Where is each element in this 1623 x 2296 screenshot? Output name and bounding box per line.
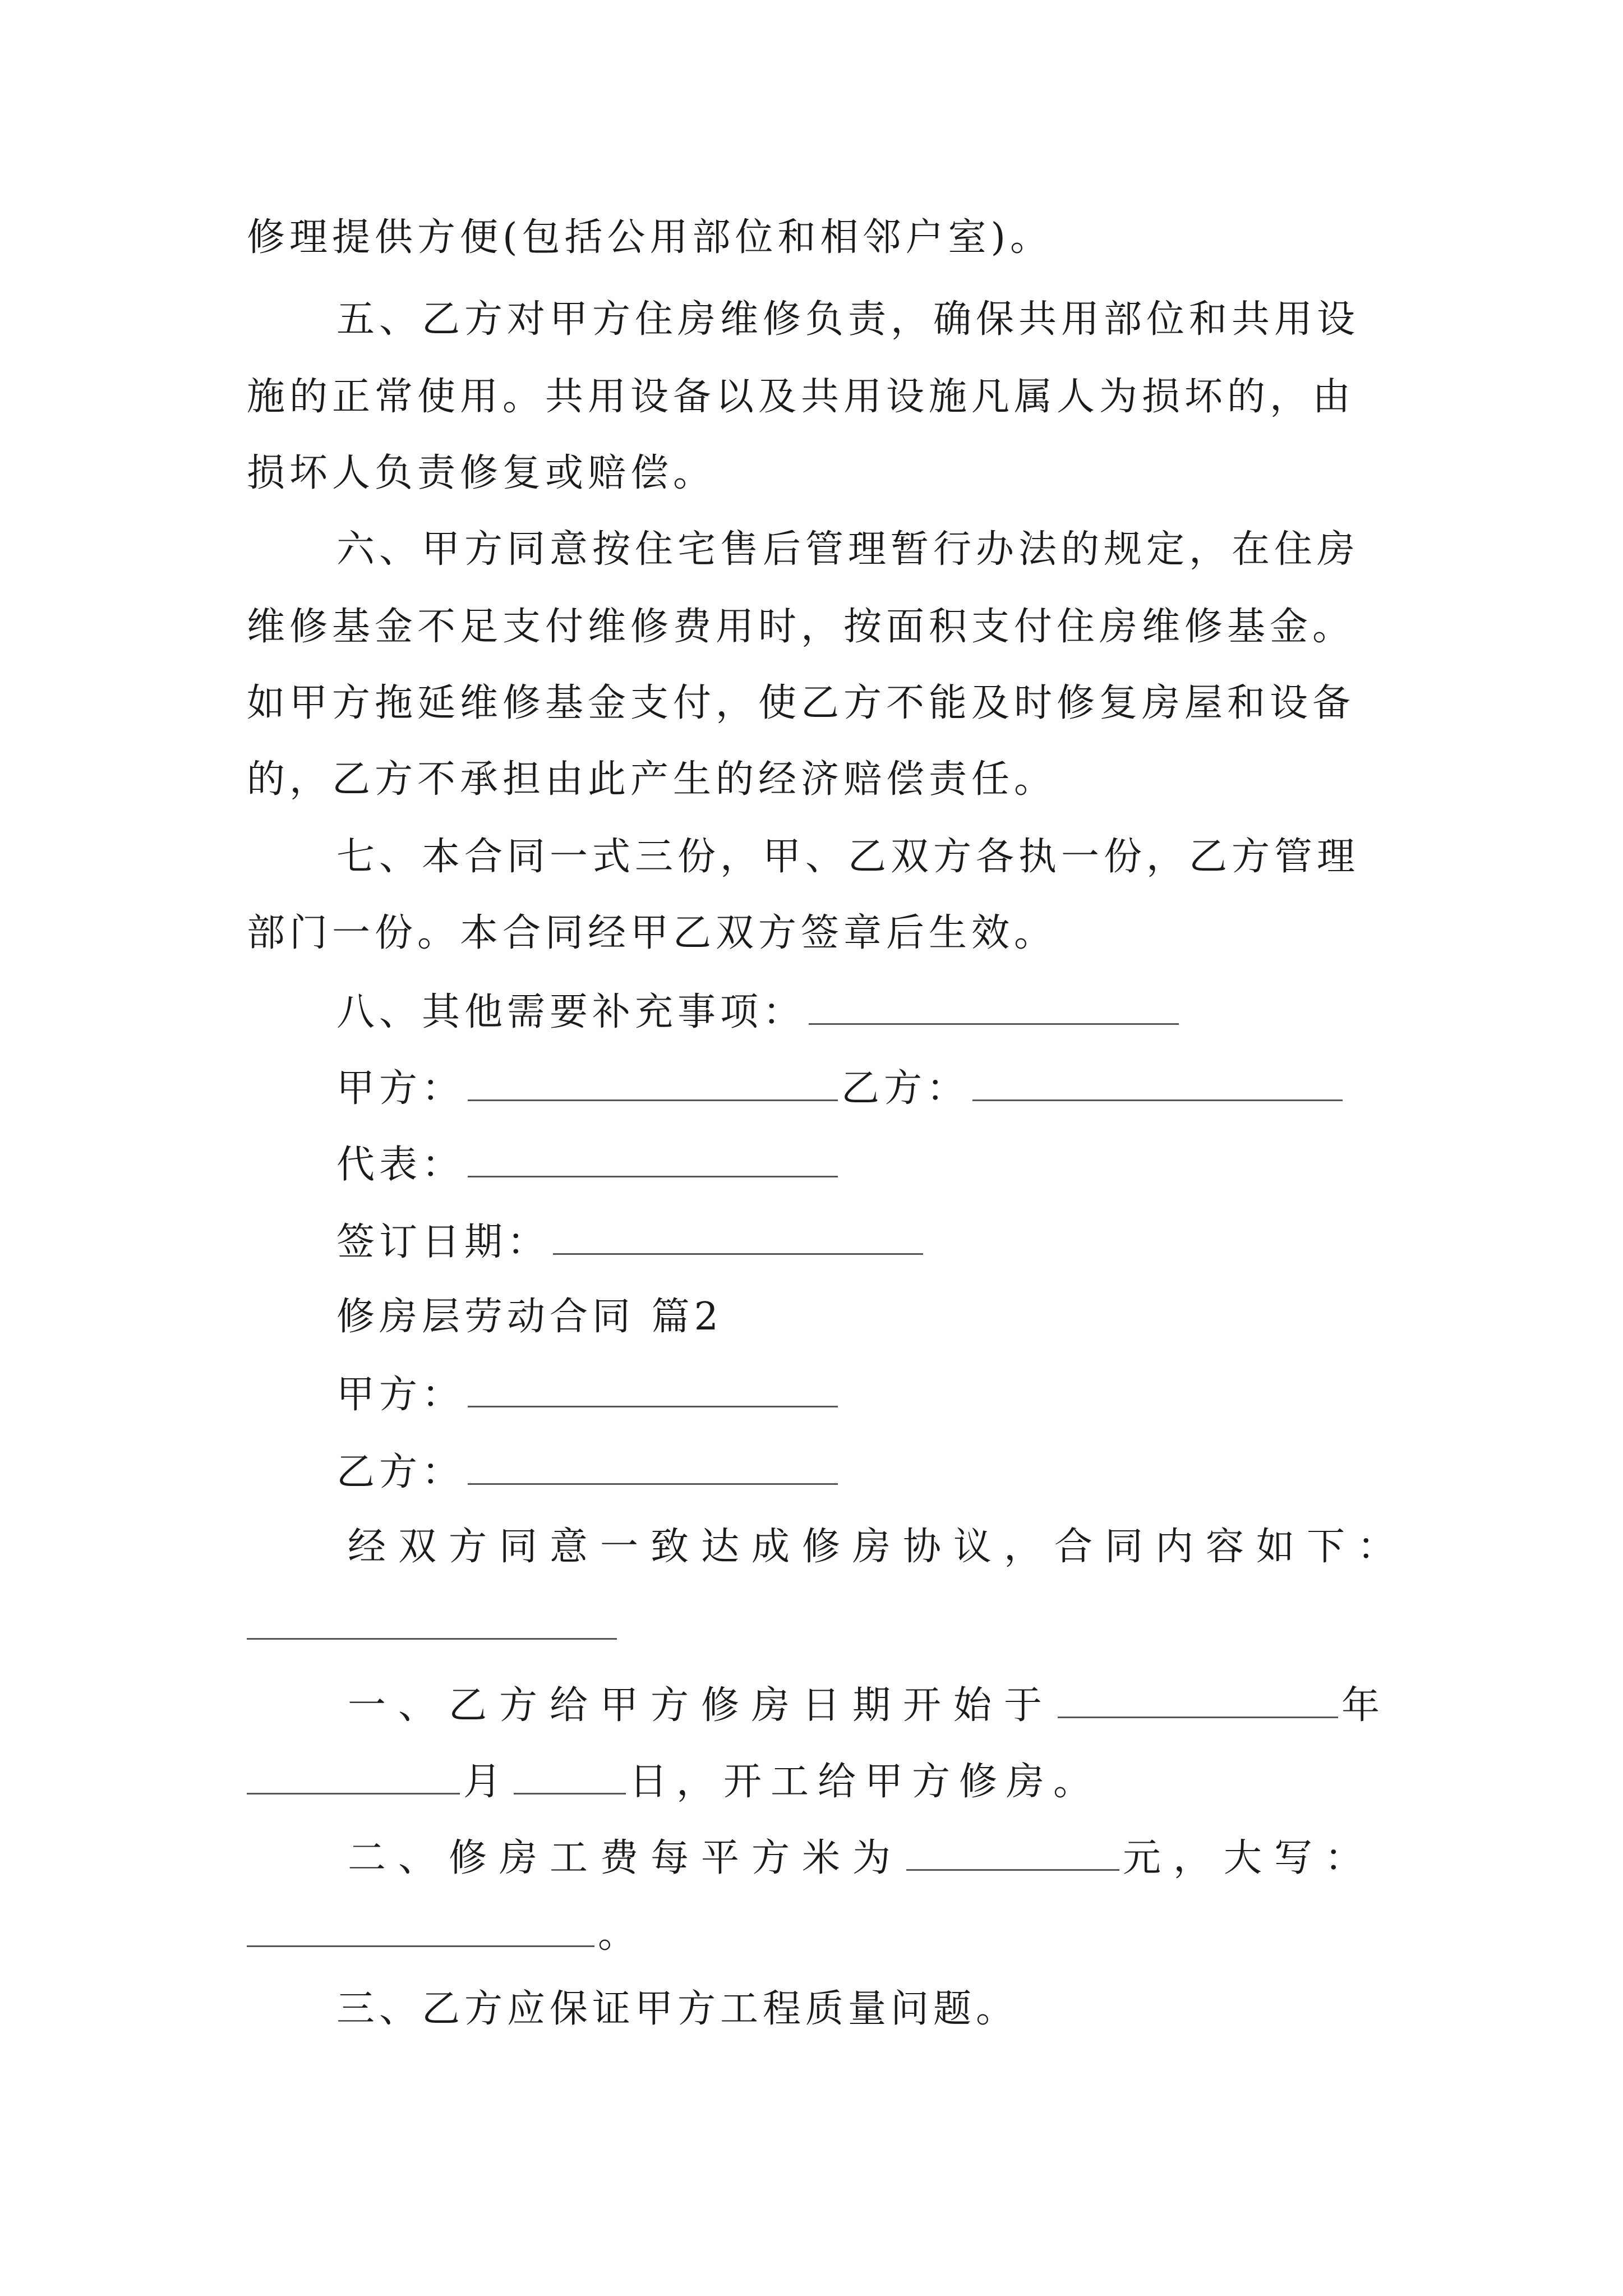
sign-date-line	[336, 1218, 926, 1265]
start-year-blank[interactable]	[1058, 1682, 1338, 1718]
item-2-end: 。	[598, 1912, 641, 1957]
clause-8-label: 八、其他需要补充事项：	[336, 990, 806, 1034]
representative-line	[336, 1141, 841, 1188]
year-label: 年	[1341, 1683, 1393, 1728]
item-1-label: 一、乙方给甲方修房日期开始于	[348, 1683, 1055, 1728]
day-label: 日，开工给甲方修房。	[629, 1760, 1101, 1804]
section-2-party-b-label: 乙方：	[336, 1450, 465, 1494]
party-b-label: 乙方：	[841, 1066, 970, 1111]
section-2-party-a-label: 甲方：	[336, 1373, 465, 1417]
clause-7-line-2: 部门一份。本合同经甲乙双方签章后生效。	[247, 911, 1057, 955]
clause-6-line-2: 维修基金不足支付维修费用时，按面积支付住房维修基金。	[247, 605, 1355, 649]
item-2-line-2	[247, 1911, 640, 1957]
party-b-blank[interactable]	[972, 1065, 1343, 1101]
start-month-blank[interactable]	[247, 1758, 460, 1795]
yuan-label: 元，大写：	[1123, 1836, 1376, 1880]
item-2-label: 二、修房工费每平方米为	[348, 1836, 903, 1880]
clause-6-line-4: 的，乙方不承担由此产生的经济赔偿责任。	[247, 757, 1057, 802]
section-2-party-a-line	[336, 1371, 841, 1418]
item-1-line-2	[247, 1758, 1100, 1805]
representative-blank[interactable]	[468, 1141, 838, 1177]
sign-date-label: 签订日期：	[336, 1220, 550, 1264]
clause-5-line-1: 五、乙方对甲方住房维修负责，确保共用部位和共用设	[336, 297, 1360, 342]
item-1-line-1	[348, 1682, 1392, 1728]
item-2-line-1	[348, 1834, 1375, 1881]
clause-6-line-3: 如甲方拖延维修基金支付，使乙方不能及时修复房屋和设备	[247, 681, 1355, 725]
party-a-label: 甲方：	[336, 1066, 465, 1111]
clause-5-line-2: 施的正常使用。共用设备以及共用设施凡属人为损坏的，由	[247, 375, 1355, 419]
clause-8-line	[336, 988, 1182, 1035]
section-2-party-b-line	[336, 1448, 841, 1495]
section-2-title: 修房层劳动合同 篇2	[336, 1295, 723, 1339]
parties-line	[336, 1065, 1346, 1111]
start-day-blank[interactable]	[514, 1758, 626, 1795]
clause-7-line-1: 七、本合同一式三份，甲、乙双方各执一份，乙方管理	[336, 835, 1360, 879]
fee-per-sqm-blank[interactable]	[906, 1834, 1119, 1871]
party-a-blank[interactable]	[468, 1065, 838, 1101]
clause-5-line-3: 损坏人负责修复或赔偿。	[247, 451, 716, 495]
item-3-line: 三、乙方应保证甲方工程质量问题。	[336, 1987, 1019, 2031]
fee-in-words-blank[interactable]	[247, 1911, 594, 1947]
agreement-intro: 经双方同意一致达成修房协议，合同内容如下：	[348, 1525, 1408, 1569]
supplement-blank[interactable]	[809, 988, 1179, 1025]
sign-date-blank[interactable]	[553, 1218, 923, 1255]
section-2-party-b-blank[interactable]	[468, 1448, 838, 1485]
representative-label: 代表：	[336, 1143, 465, 1187]
section-2-party-a-blank[interactable]	[468, 1371, 838, 1407]
month-label: 月	[463, 1760, 511, 1804]
clause-6-line-1: 六、甲方同意按住宅售后管理暂行办法的规定，在住房	[336, 527, 1360, 572]
paragraph-4-end: 修理提供方便(包括公用部位和相邻户室)。	[247, 215, 1053, 260]
intro-blank[interactable]	[247, 1637, 617, 1640]
